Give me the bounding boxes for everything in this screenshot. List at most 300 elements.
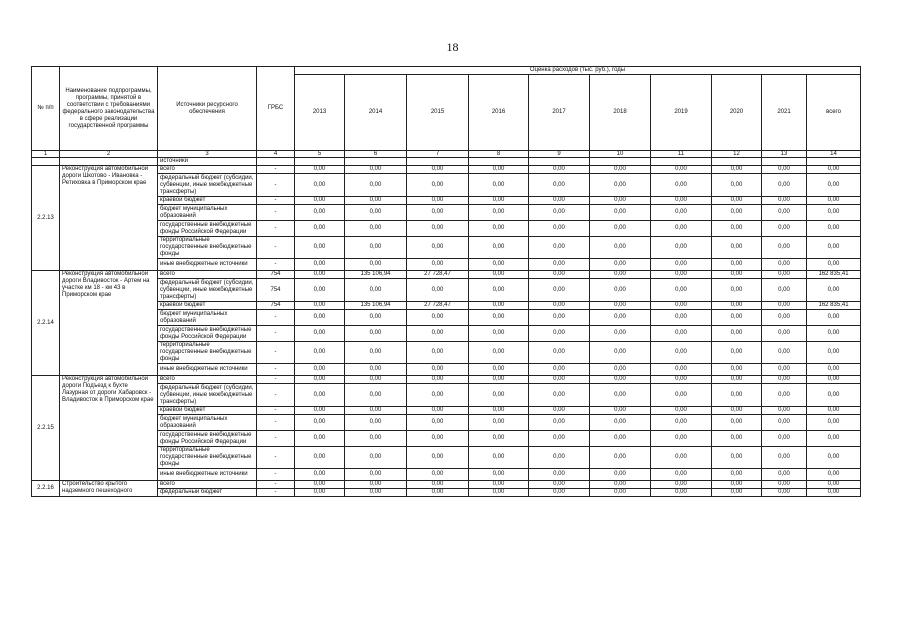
value-cell: 0,00: [295, 415, 345, 431]
value-cell: 0,00: [469, 205, 529, 221]
value-cell: 0,00: [651, 166, 712, 174]
value-cell: 0,00: [345, 431, 407, 447]
value-cell: 0,00: [651, 447, 712, 469]
value-cell: 162 835,41: [807, 302, 861, 310]
value-cell: 0,00: [712, 342, 762, 364]
value-cell: 0,00: [590, 415, 651, 431]
source-cell: государственные внебюджетные фонды Российской Федерации: [158, 221, 257, 237]
value-cell: 0,00: [590, 364, 651, 376]
value-cell: 0,00: [529, 376, 590, 384]
grbs-cell: -: [257, 259, 295, 271]
value-cell: 0,00: [295, 469, 345, 481]
value-cell: 0,00: [529, 481, 590, 489]
value-cell: 0,00: [762, 205, 807, 221]
header-year: 2013: [295, 75, 345, 151]
value-cell: 0,00: [469, 489, 529, 497]
value-cell: 0,00: [712, 326, 762, 342]
value-cell: 0,00: [762, 326, 807, 342]
empty-cell: [807, 158, 861, 166]
row-code: 2.2.13: [32, 166, 60, 271]
value-cell: 0,00: [345, 237, 407, 259]
value-cell: 0,00: [295, 481, 345, 489]
index-cell: 7: [407, 151, 469, 158]
value-cell: 0,00: [407, 221, 469, 237]
value-cell: 0,00: [295, 237, 345, 259]
value-cell: 0,00: [407, 376, 469, 384]
value-cell: 0,00: [529, 384, 590, 407]
value-cell: 0,00: [529, 271, 590, 279]
row-name: Реконструкция автомобильной дороги Шкотово - Ивановка - Ретиховка в Приморском крае: [60, 166, 158, 271]
value-cell: 0,00: [712, 469, 762, 481]
value-cell: 0,00: [807, 259, 861, 271]
value-cell: 0,00: [469, 481, 529, 489]
value-cell: 0,00: [590, 431, 651, 447]
value-cell: 0,00: [712, 259, 762, 271]
value-cell: 0,00: [345, 364, 407, 376]
source-cell: всего: [158, 271, 257, 279]
table-row: [32, 481, 861, 489]
value-cell: 0,00: [590, 407, 651, 415]
row-code: 2.2.15: [32, 376, 60, 481]
grbs-cell: -: [257, 447, 295, 469]
row-name: Реконструкция автомобильной дороги Подъезд к бухте Лазурная от дороги Хабаровск - Владивосток в Приморском крае: [60, 376, 158, 481]
value-cell: 0,00: [295, 407, 345, 415]
empty-cell: [590, 158, 651, 166]
value-cell: 0,00: [529, 197, 590, 205]
value-cell: 0,00: [590, 469, 651, 481]
value-cell: 0,00: [469, 310, 529, 326]
value-cell: 0,00: [407, 310, 469, 326]
header-year: 2021: [762, 75, 807, 151]
value-cell: 0,00: [469, 259, 529, 271]
empty-cell: [295, 158, 345, 166]
value-cell: 0,00: [762, 342, 807, 364]
value-cell: 0,00: [762, 481, 807, 489]
source-cell: всего: [158, 481, 257, 489]
header-name: Наименование подпрограммы, программы, принятой в соответствии с требованиями федерального законодательства в сфере реализации государственной программы: [60, 67, 158, 151]
value-cell: 0,00: [529, 174, 590, 197]
value-cell: 0,00: [345, 407, 407, 415]
value-cell: 0,00: [469, 407, 529, 415]
value-cell: 0,00: [407, 384, 469, 407]
value-cell: 0,00: [712, 376, 762, 384]
value-cell: 0,00: [651, 197, 712, 205]
value-cell: 0,00: [295, 174, 345, 197]
grbs-cell: -: [257, 237, 295, 259]
value-cell: 0,00: [807, 431, 861, 447]
value-cell: 0,00: [345, 326, 407, 342]
empty-cell: [345, 158, 407, 166]
value-cell: 0,00: [407, 279, 469, 302]
value-cell: 27 728,47: [407, 271, 469, 279]
table-row: [32, 376, 861, 384]
value-cell: 0,00: [651, 376, 712, 384]
value-cell: 0,00: [345, 310, 407, 326]
value-cell: 0,00: [469, 364, 529, 376]
source-cell: всего: [158, 166, 257, 174]
value-cell: 0,00: [345, 197, 407, 205]
value-cell: 0,00: [807, 407, 861, 415]
value-cell: 0,00: [651, 431, 712, 447]
value-cell: 0,00: [407, 237, 469, 259]
value-cell: 0,00: [590, 197, 651, 205]
index-cell: 14: [807, 151, 861, 158]
value-cell: 0,00: [651, 415, 712, 431]
value-cell: 0,00: [295, 326, 345, 342]
grbs-cell: -: [257, 469, 295, 481]
value-cell: 0,00: [590, 237, 651, 259]
value-cell: 0,00: [807, 221, 861, 237]
source-cell: бюджет муниципальных образований: [158, 205, 257, 221]
source-cell: государственные внебюджетные фонды Российской Федерации: [158, 431, 257, 447]
source-cell: иные внебюджетные источники: [158, 469, 257, 481]
value-cell: 0,00: [807, 279, 861, 302]
header-num: № п/п: [32, 67, 60, 151]
page-number: 18: [446, 40, 459, 54]
grbs-cell: -: [257, 310, 295, 326]
value-cell: 0,00: [407, 259, 469, 271]
value-cell: 0,00: [712, 271, 762, 279]
table-row: [32, 166, 861, 174]
value-cell: 0,00: [762, 221, 807, 237]
value-cell: 0,00: [762, 310, 807, 326]
value-cell: 0,00: [529, 489, 590, 497]
value-cell: 0,00: [407, 469, 469, 481]
value-cell: 0,00: [469, 342, 529, 364]
value-cell: 0,00: [345, 279, 407, 302]
value-cell: 0,00: [407, 415, 469, 431]
value-cell: 162 835,41: [807, 271, 861, 279]
value-cell: 0,00: [295, 376, 345, 384]
value-cell: 0,00: [712, 407, 762, 415]
value-cell: 0,00: [712, 384, 762, 407]
value-cell: 0,00: [712, 310, 762, 326]
source-cell: иные внебюджетные источники: [158, 364, 257, 376]
table-row: [32, 271, 861, 279]
value-cell: 0,00: [345, 489, 407, 497]
value-cell: 0,00: [590, 221, 651, 237]
row-code: 2.2.16: [32, 481, 60, 497]
source-cell: краевой бюджет: [158, 302, 257, 310]
value-cell: 0,00: [590, 326, 651, 342]
value-cell: 0,00: [529, 302, 590, 310]
row-code: 2.2.14: [32, 271, 60, 376]
source-cell: бюджет муниципальных образований: [158, 310, 257, 326]
value-cell: 0,00: [712, 415, 762, 431]
value-cell: 0,00: [762, 415, 807, 431]
value-cell: 0,00: [762, 384, 807, 407]
value-cell: 0,00: [651, 407, 712, 415]
value-cell: 0,00: [345, 342, 407, 364]
grbs-cell: -: [257, 166, 295, 174]
value-cell: 0,00: [529, 310, 590, 326]
value-cell: 0,00: [807, 384, 861, 407]
source-cell: федеральный бюджет: [158, 489, 257, 497]
index-cell: 4: [257, 151, 295, 158]
value-cell: 0,00: [762, 166, 807, 174]
value-cell: 0,00: [762, 174, 807, 197]
value-cell: 0,00: [529, 407, 590, 415]
grbs-cell: -: [257, 415, 295, 431]
source-cell: бюджет муниципальных образований: [158, 415, 257, 431]
value-cell: 0,00: [807, 166, 861, 174]
value-cell: 0,00: [762, 447, 807, 469]
grbs-cell: -: [257, 407, 295, 415]
value-cell: 0,00: [712, 237, 762, 259]
value-cell: 0,00: [762, 259, 807, 271]
value-cell: 0,00: [469, 302, 529, 310]
continuation-row: [32, 158, 861, 166]
value-cell: 0,00: [345, 166, 407, 174]
value-cell: 0,00: [762, 489, 807, 497]
value-cell: 0,00: [762, 237, 807, 259]
value-cell: 0,00: [529, 205, 590, 221]
value-cell: 0,00: [807, 447, 861, 469]
index-cell: 13: [762, 151, 807, 158]
value-cell: 0,00: [345, 481, 407, 489]
value-cell: 0,00: [295, 342, 345, 364]
value-cell: 0,00: [469, 221, 529, 237]
value-cell: 0,00: [469, 197, 529, 205]
value-cell: 0,00: [345, 376, 407, 384]
header-grbs: ГРБС: [257, 67, 295, 151]
empty-cell: [651, 158, 712, 166]
value-cell: 0,00: [590, 376, 651, 384]
value-cell: 0,00: [529, 469, 590, 481]
value-cell: 0,00: [651, 489, 712, 497]
value-cell: 0,00: [590, 481, 651, 489]
value-cell: 0,00: [407, 166, 469, 174]
value-cell: 0,00: [529, 221, 590, 237]
value-cell: 0,00: [469, 326, 529, 342]
grbs-cell: -: [257, 342, 295, 364]
source-cell: всего: [158, 376, 257, 384]
value-cell: 0,00: [807, 310, 861, 326]
value-cell: 0,00: [651, 364, 712, 376]
value-cell: 0,00: [807, 469, 861, 481]
value-cell: 0,00: [762, 197, 807, 205]
grbs-cell: 754: [257, 279, 295, 302]
value-cell: 0,00: [712, 364, 762, 376]
value-cell: 0,00: [651, 259, 712, 271]
header-year: 2017: [529, 75, 590, 151]
empty-cell: [257, 158, 295, 166]
value-cell: 0,00: [407, 481, 469, 489]
value-cell: 0,00: [469, 376, 529, 384]
value-cell: 0,00: [295, 271, 345, 279]
value-cell: 0,00: [590, 174, 651, 197]
index-cell: 2: [60, 151, 158, 158]
value-cell: 0,00: [407, 205, 469, 221]
source-cell: территориальные государственные внебюджетные фонды: [158, 237, 257, 259]
header-row: [32, 67, 861, 75]
value-cell: 0,00: [712, 279, 762, 302]
value-cell: 0,00: [712, 221, 762, 237]
empty-cell: [529, 158, 590, 166]
header-year: 2019: [651, 75, 712, 151]
header-year: всего: [807, 75, 861, 151]
value-cell: 0,00: [469, 279, 529, 302]
value-cell: 0,00: [807, 364, 861, 376]
source-cell: краевой бюджет: [158, 407, 257, 415]
value-cell: 0,00: [712, 481, 762, 489]
value-cell: 0,00: [807, 174, 861, 197]
value-cell: 0,00: [407, 174, 469, 197]
value-cell: 0,00: [407, 197, 469, 205]
value-cell: 0,00: [651, 174, 712, 197]
source-cell: федеральный бюджет (субсидии, субвенции, иные межбюджетные трансферты): [158, 279, 257, 302]
value-cell: 0,00: [295, 431, 345, 447]
value-cell: 0,00: [712, 489, 762, 497]
empty-cell: [469, 158, 529, 166]
value-cell: 0,00: [590, 384, 651, 407]
value-cell: 0,00: [590, 447, 651, 469]
index-cell: 3: [158, 151, 257, 158]
value-cell: 0,00: [295, 302, 345, 310]
value-cell: 0,00: [807, 205, 861, 221]
value-cell: 0,00: [469, 271, 529, 279]
value-cell: 0,00: [529, 326, 590, 342]
value-cell: 0,00: [345, 469, 407, 481]
value-cell: 0,00: [807, 197, 861, 205]
value-cell: 0,00: [762, 364, 807, 376]
value-cell: 0,00: [529, 415, 590, 431]
value-cell: 27 728,47: [407, 302, 469, 310]
grbs-cell: -: [257, 364, 295, 376]
expenditure-table: [31, 66, 861, 497]
value-cell: 0,00: [651, 481, 712, 489]
value-cell: 0,00: [590, 279, 651, 302]
value-cell: 0,00: [651, 279, 712, 302]
value-cell: 0,00: [712, 197, 762, 205]
value-cell: 135 106,94: [345, 271, 407, 279]
value-cell: 0,00: [651, 342, 712, 364]
value-cell: 0,00: [345, 259, 407, 271]
value-cell: 0,00: [712, 431, 762, 447]
value-cell: 0,00: [712, 205, 762, 221]
index-cell: 11: [651, 151, 712, 158]
value-cell: 0,00: [407, 342, 469, 364]
value-cell: 0,00: [590, 271, 651, 279]
value-cell: 0,00: [345, 205, 407, 221]
value-cell: 0,00: [295, 489, 345, 497]
grbs-cell: -: [257, 174, 295, 197]
value-cell: 135 106,94: [345, 302, 407, 310]
empty-cell: [712, 158, 762, 166]
header-year: 2016: [469, 75, 529, 151]
value-cell: 0,00: [762, 279, 807, 302]
value-cell: 0,00: [651, 205, 712, 221]
value-cell: 0,00: [295, 447, 345, 469]
header-estimate: Оценка расходов (тыс. руб.), годы: [295, 67, 861, 75]
value-cell: 0,00: [712, 174, 762, 197]
value-cell: 0,00: [651, 310, 712, 326]
value-cell: 0,00: [295, 364, 345, 376]
grbs-cell: -: [257, 489, 295, 497]
value-cell: 0,00: [590, 205, 651, 221]
value-cell: 0,00: [407, 447, 469, 469]
value-cell: 0,00: [762, 469, 807, 481]
value-cell: 0,00: [651, 384, 712, 407]
value-cell: 0,00: [529, 431, 590, 447]
value-cell: 0,00: [529, 342, 590, 364]
value-cell: 0,00: [807, 489, 861, 497]
value-cell: 0,00: [762, 407, 807, 415]
row-name: Строительство крытого надземного пешеходного: [60, 481, 158, 497]
value-cell: 0,00: [762, 271, 807, 279]
grbs-cell: -: [257, 384, 295, 407]
value-cell: 0,00: [469, 415, 529, 431]
value-cell: 0,00: [762, 302, 807, 310]
value-cell: 0,00: [345, 174, 407, 197]
value-cell: 0,00: [590, 310, 651, 326]
value-cell: 0,00: [345, 415, 407, 431]
value-cell: 0,00: [712, 166, 762, 174]
grbs-cell: -: [257, 376, 295, 384]
source-cell: источники: [158, 158, 257, 166]
grbs-cell: -: [257, 326, 295, 342]
table-body: [32, 67, 861, 497]
value-cell: 0,00: [590, 489, 651, 497]
index-cell: 6: [345, 151, 407, 158]
value-cell: 0,00: [345, 221, 407, 237]
grbs-cell: 754: [257, 302, 295, 310]
value-cell: 0,00: [407, 364, 469, 376]
value-cell: 0,00: [651, 221, 712, 237]
value-cell: 0,00: [529, 364, 590, 376]
header-source: Источники ресурсного обеспечения: [158, 67, 257, 151]
value-cell: 0,00: [529, 279, 590, 302]
value-cell: 0,00: [407, 489, 469, 497]
index-cell: 8: [469, 151, 529, 158]
grbs-cell: -: [257, 481, 295, 489]
value-cell: 0,00: [807, 415, 861, 431]
value-cell: 0,00: [469, 166, 529, 174]
index-cell: 5: [295, 151, 345, 158]
value-cell: 0,00: [762, 431, 807, 447]
index-cell: 10: [590, 151, 651, 158]
value-cell: 0,00: [469, 237, 529, 259]
value-cell: 0,00: [295, 166, 345, 174]
value-cell: 0,00: [651, 237, 712, 259]
value-cell: 0,00: [469, 174, 529, 197]
grbs-cell: -: [257, 197, 295, 205]
value-cell: 0,00: [469, 384, 529, 407]
index-cell: 1: [32, 151, 60, 158]
value-cell: 0,00: [529, 237, 590, 259]
header-year: 2018: [590, 75, 651, 151]
value-cell: 0,00: [295, 197, 345, 205]
grbs-cell: 754: [257, 271, 295, 279]
value-cell: 0,00: [295, 205, 345, 221]
value-cell: 0,00: [345, 447, 407, 469]
row-name: Реконструкция автомобильной дороги Владивосток - Артем на участке км 18 - км 43 в Приморском крае: [60, 271, 158, 376]
source-cell: государственные внебюджетные фонды Российской Федерации: [158, 326, 257, 342]
value-cell: 0,00: [469, 447, 529, 469]
value-cell: 0,00: [407, 326, 469, 342]
empty-cell: [407, 158, 469, 166]
value-cell: 0,00: [407, 407, 469, 415]
value-cell: 0,00: [807, 376, 861, 384]
source-cell: краевой бюджет: [158, 197, 257, 205]
value-cell: 0,00: [590, 302, 651, 310]
value-cell: 0,00: [807, 237, 861, 259]
source-cell: территориальные государственные внебюджетные фонды: [158, 342, 257, 364]
grbs-cell: -: [257, 431, 295, 447]
value-cell: 0,00: [295, 384, 345, 407]
value-cell: 0,00: [712, 447, 762, 469]
value-cell: 0,00: [807, 326, 861, 342]
